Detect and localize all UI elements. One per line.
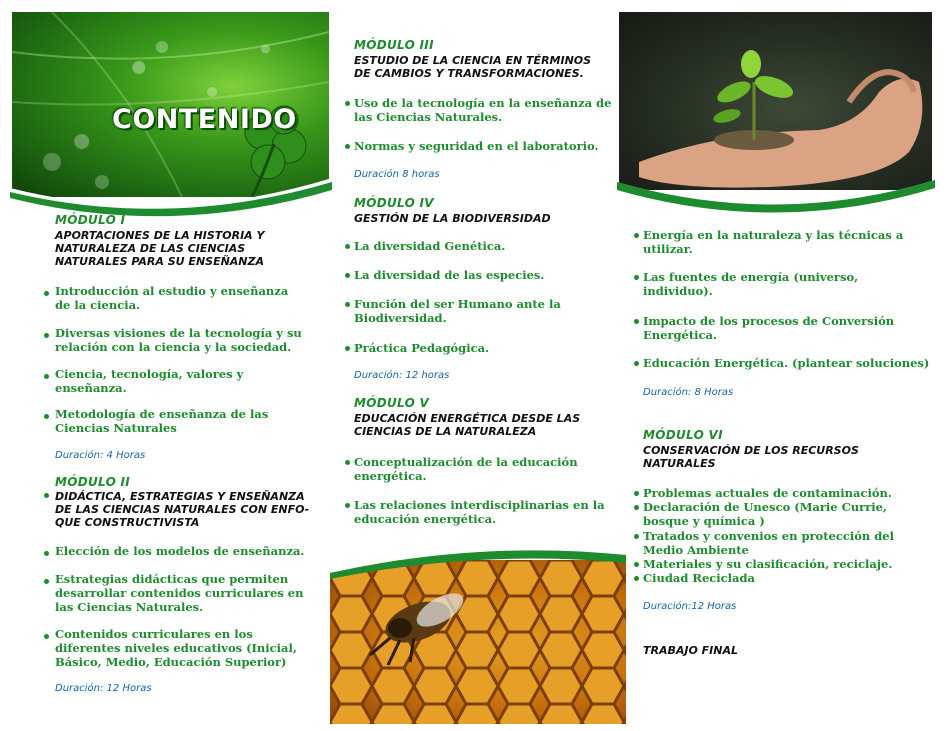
module-1-subtitle-line: NATURALES PARA SU ENSEÑANZA	[55, 255, 264, 268]
bullet-icon	[634, 505, 639, 510]
bullet-icon	[345, 346, 350, 351]
list-item	[354, 239, 505, 253]
bullet-icon	[345, 144, 350, 149]
list-item	[643, 314, 894, 342]
list-item-line: Problemas actuales de contaminación.	[643, 486, 892, 500]
list-item-line: energética.	[354, 469, 427, 483]
bullet-icon	[44, 333, 49, 338]
list-item-line: Materiales y su clasificación, reciclaje.	[643, 557, 893, 571]
module-2-subtitle-line: DE LAS CIENCIAS NATURALES CON ENFO-	[55, 503, 310, 516]
list-item	[643, 500, 887, 528]
list-item-line: Elección de los modelos de enseñanza.	[55, 544, 305, 558]
bullet-icon	[44, 291, 49, 296]
list-item	[643, 557, 892, 571]
bullet-icon	[345, 460, 350, 465]
module-5-subtitle-line: EDUCACIÓN ENERGÉTICA DESDE LAS	[354, 412, 581, 425]
list-item-line: diferentes niveles educativos (Inicial,	[55, 641, 297, 655]
list-item	[643, 571, 755, 585]
module-5-duration: Duración: 8 Horas	[643, 387, 734, 398]
bullet-icon	[634, 562, 639, 567]
plant-in-hand-photo	[619, 12, 932, 190]
bullet-icon	[44, 493, 49, 498]
list-item-line: enseñanza.	[55, 381, 127, 395]
list-item	[643, 486, 892, 500]
list-item	[354, 96, 611, 124]
list-item-line: las Ciencias Naturales.	[55, 600, 204, 614]
module-4-subtitle-line: GESTIÓN DE LA BIODIVERSIDAD	[354, 212, 551, 225]
list-item	[354, 297, 561, 325]
module-3-subtitle-line: DE CAMBIOS Y TRANSFORMACIONES.	[354, 67, 584, 80]
module-3-duration: Duración 8 horas	[354, 169, 440, 180]
list-item	[354, 139, 598, 153]
list-item-line: desarrollar contenidos curriculares en	[55, 586, 304, 600]
module-5-subtitle	[354, 412, 580, 438]
bullet-icon	[345, 503, 350, 508]
list-item-line: La diversidad de las especies.	[354, 268, 545, 282]
module-5-subtitle-line: CIENCIAS DE LA NATURALEZA	[354, 425, 537, 438]
list-item	[354, 268, 544, 282]
list-item-line: Tratados y convenios en protección del	[643, 529, 894, 543]
bullet-icon	[345, 273, 350, 278]
list-item-line: Básico, Medio, Educación Superior)	[55, 655, 287, 669]
list-item	[643, 529, 894, 557]
bullet-icon	[634, 534, 639, 539]
list-item-line: de la ciencia.	[55, 298, 141, 312]
module-6-title: MÓDULO VI	[643, 428, 723, 442]
list-item-line: Introducción al estudio y enseñanza	[55, 284, 289, 298]
list-item-line: Ciencias Naturales	[55, 421, 177, 435]
bullet-icon	[634, 361, 639, 366]
module-2-subtitle	[55, 490, 309, 529]
list-item	[55, 367, 243, 395]
list-item	[354, 341, 489, 355]
bullet-icon	[634, 576, 639, 581]
bullet-icon	[634, 233, 639, 238]
list-item	[643, 228, 903, 256]
list-item-line: Metodología de enseñanza de las	[55, 407, 269, 421]
list-item-line: Diversas visiones de la tecnología y su	[55, 326, 302, 340]
green-wave-divider	[10, 168, 332, 218]
module-3-subtitle-line: ESTUDIO DE LA CIENCIA EN TÉRMINOS	[354, 54, 592, 67]
page-title: CONTENIDO	[112, 104, 297, 135]
module-2-title: MÓDULO II	[55, 475, 131, 489]
module-3-subtitle	[354, 54, 591, 80]
bullet-icon	[44, 414, 49, 419]
list-item	[354, 455, 578, 483]
module-1-subtitle-line: APORTACIONES DE LA HISTORIA Y	[55, 229, 265, 242]
bullet-icon	[345, 101, 350, 106]
bullet-icon	[44, 374, 49, 379]
list-item-line: Normas y seguridad en el laboratorio.	[354, 139, 599, 153]
list-item-line: Biodiversidad.	[354, 311, 447, 325]
plant-graphic	[619, 12, 932, 190]
list-item-line: Energía en la naturaleza y las técnicas a	[643, 228, 904, 242]
bullet-icon	[634, 491, 639, 496]
list-item-line: Educación Energética. (plantear soluciones)	[643, 356, 930, 370]
final-work-label: TRABAJO FINAL	[643, 644, 738, 657]
list-item-line: utilizar.	[643, 242, 693, 256]
list-item-line: Estrategias didácticas que permiten	[55, 572, 289, 586]
module-1-duration: Duración: 4 Horas	[55, 450, 146, 461]
list-item	[55, 572, 303, 614]
list-item-line: Conceptualización de la educación	[354, 455, 578, 469]
list-item-line: Función del ser Humano ante la	[354, 297, 561, 311]
module-5-title: MÓDULO V	[354, 396, 430, 410]
list-item	[55, 284, 288, 312]
list-item-line: individuo).	[643, 284, 713, 298]
module-6-subtitle-line: NATURALES	[643, 457, 716, 470]
module-4-title: MÓDULO IV	[354, 196, 434, 210]
module-6-subtitle-line: CONSERVACIÓN DE LOS RECURSOS	[643, 444, 859, 457]
list-item-line: las Ciencias Naturales.	[354, 110, 503, 124]
module-6-subtitle	[643, 444, 859, 470]
module-3-title: MÓDULO III	[354, 38, 434, 52]
list-item-line: Impacto de los procesos de Conversión	[643, 314, 895, 328]
list-item-line: Las relaciones interdisciplinarias en la	[354, 498, 605, 512]
bullet-icon	[634, 319, 639, 324]
list-item-line: Contenidos curriculares en los	[55, 627, 253, 641]
list-item-line: relación con la ciencia y la sociedad.	[55, 340, 292, 354]
module-2-subtitle-line: QUE CONSTRUCTIVISTA	[55, 516, 200, 529]
module-1-subtitle-line: NATURALEZA DE LAS CIENCIAS	[55, 242, 246, 255]
list-item-line: Ciudad Reciclada	[643, 571, 755, 585]
list-item	[643, 270, 858, 298]
list-item-line: Las fuentes de energía (universo,	[643, 270, 859, 284]
list-item-line: educación energética.	[354, 512, 497, 526]
list-item	[55, 326, 302, 354]
list-item-line: Medio Ambiente	[643, 543, 749, 557]
list-item-line: Ciencia, tecnología, valores y	[55, 367, 244, 381]
list-item	[55, 544, 304, 558]
list-item-line: bosque y química )	[643, 514, 765, 528]
list-item-line: Uso de la tecnología en la enseñanza de	[354, 96, 612, 110]
list-item-line: Práctica Pedagógica.	[354, 341, 490, 355]
list-item	[354, 498, 605, 526]
module-1-subtitle	[55, 229, 265, 268]
bullet-icon	[44, 551, 49, 556]
list-item	[55, 407, 268, 435]
list-item-line: Energética.	[643, 328, 717, 342]
list-item	[643, 356, 929, 370]
bullet-icon	[44, 634, 49, 639]
bullet-icon	[634, 275, 639, 280]
module-2-subtitle-line: DIDÁCTICA, ESTRATEGIAS Y ENSEÑANZA	[55, 490, 305, 503]
list-item-line: Declaración de Unesco (Marie Currie,	[643, 500, 887, 514]
module-1-title: MÓDULO I	[55, 213, 126, 227]
list-item	[55, 627, 297, 669]
green-wave-divider-plant	[617, 168, 935, 218]
module-4-subtitle	[354, 212, 551, 225]
module-2-duration: Duración: 12 Horas	[55, 683, 152, 694]
green-wave-divider-honey	[330, 545, 626, 585]
bullet-icon	[345, 302, 350, 307]
module-6-duration: Duración:12 Horas	[643, 601, 737, 612]
list-item-line: La diversidad Genética.	[354, 239, 506, 253]
bullet-icon	[345, 244, 350, 249]
bullet-icon	[44, 579, 49, 584]
module-4-duration: Duración: 12 horas	[354, 370, 450, 381]
